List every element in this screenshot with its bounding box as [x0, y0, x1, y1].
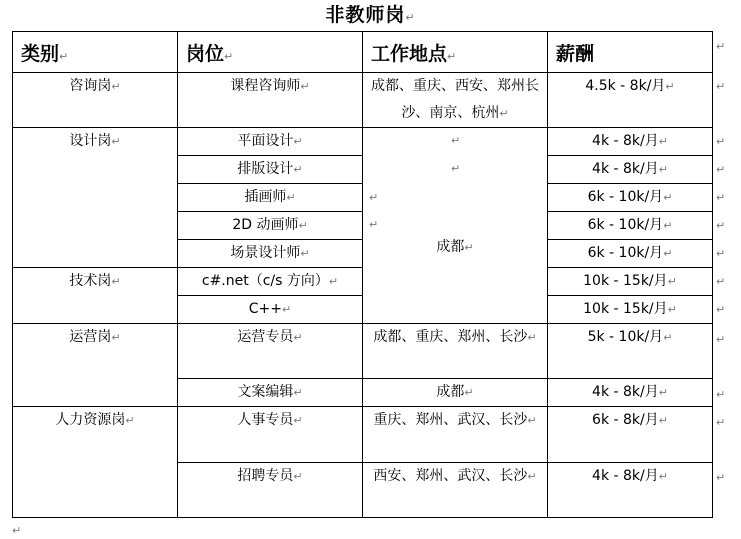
location-cell: 成都↵: [363, 379, 548, 407]
salary-cell: 4k - 8k/月↵: [548, 156, 713, 184]
location-cell: 西安、郑州、武汉、长沙↵: [363, 463, 548, 518]
row-end-mark: ↵: [716, 303, 726, 316]
row-end-mark: ↵: [716, 219, 726, 232]
position-cell: 人事专员↵: [178, 407, 363, 463]
category-cell: 咨询岗↵: [13, 73, 178, 128]
category-cell: 设计岗↵: [13, 128, 178, 268]
salary-cell: 4k - 8k/月↵: [548, 379, 713, 407]
table-row: [13, 407, 713, 463]
job-table: [12, 31, 713, 518]
header-category: 类别↵: [13, 32, 178, 73]
position-cell: 招聘专员↵: [178, 463, 363, 518]
header-location: 工作地点↵: [363, 32, 548, 73]
salary-cell: 4.5k - 8k/月↵: [548, 73, 713, 128]
location-cell: 成都、重庆、西安、郑州长沙、南京、杭州↵: [363, 73, 548, 128]
row-end-mark: ↵: [716, 80, 726, 93]
row-end-mark: ↵: [716, 191, 726, 204]
row-end-mark: ↵: [716, 247, 726, 260]
position-cell: 排版设计↵: [178, 156, 363, 184]
location-cell: 成都、重庆、郑州、长沙↵: [363, 324, 548, 379]
position-cell: 运营专员↵: [178, 324, 363, 379]
salary-cell: 4k - 8k/月↵: [548, 128, 713, 156]
salary-cell: 10k - 15k/月↵: [548, 296, 713, 324]
salary-cell: 5k - 10k/月↵: [548, 324, 713, 379]
header-salary: 薪酬: [548, 32, 713, 73]
row-end-mark: ↵: [716, 135, 726, 148]
position-cell: 课程咨询师↵: [178, 73, 363, 128]
category-cell: 技术岗↵: [13, 268, 178, 324]
row-end-mark: ↵: [716, 163, 726, 176]
row-end-mark: ↵: [716, 333, 726, 346]
row-end-mark: ↵: [716, 275, 726, 288]
location-cell: 重庆、郑州、武汉、长沙↵: [363, 407, 548, 463]
position-cell: C++↵: [178, 296, 363, 324]
position-cell: c#.net（c/s 方向）↵: [178, 268, 363, 296]
table-row: [13, 73, 713, 128]
salary-cell: 6k - 10k/月↵: [548, 240, 713, 268]
salary-cell: 6k - 10k/月↵: [548, 184, 713, 212]
salary-cell: 6k - 8k/月↵: [548, 407, 713, 463]
table-row: [13, 128, 713, 156]
row-end-mark: ↵: [716, 416, 726, 429]
page-title: 非教师岗↵: [325, 4, 416, 26]
position-cell: 插画师↵: [178, 184, 363, 212]
category-cell: 人力资源岗↵: [13, 407, 178, 518]
table-row: [13, 324, 713, 379]
table-header-row: [13, 32, 713, 73]
category-cell: 运营岗↵: [13, 324, 178, 407]
position-cell: 文案编辑↵: [178, 379, 363, 407]
row-end-mark: ↵: [716, 40, 726, 53]
merged-location-cell: ↵ ↵ ↵ ↵ 成都↵: [363, 128, 548, 324]
salary-cell: 6k - 10k/月↵: [548, 212, 713, 240]
final-paragraph-mark: ↵: [12, 524, 22, 537]
salary-cell: 4k - 8k/月↵: [548, 463, 713, 518]
salary-cell: 10k - 15k/月↵: [548, 268, 713, 296]
position-cell: 场景设计师↵: [178, 240, 363, 268]
header-position: 岗位↵: [178, 32, 363, 73]
row-end-mark: ↵: [716, 388, 726, 401]
position-cell: 2D 动画师↵: [178, 212, 363, 240]
position-cell: 平面设计↵: [178, 128, 363, 156]
row-end-mark: ↵: [716, 471, 726, 484]
